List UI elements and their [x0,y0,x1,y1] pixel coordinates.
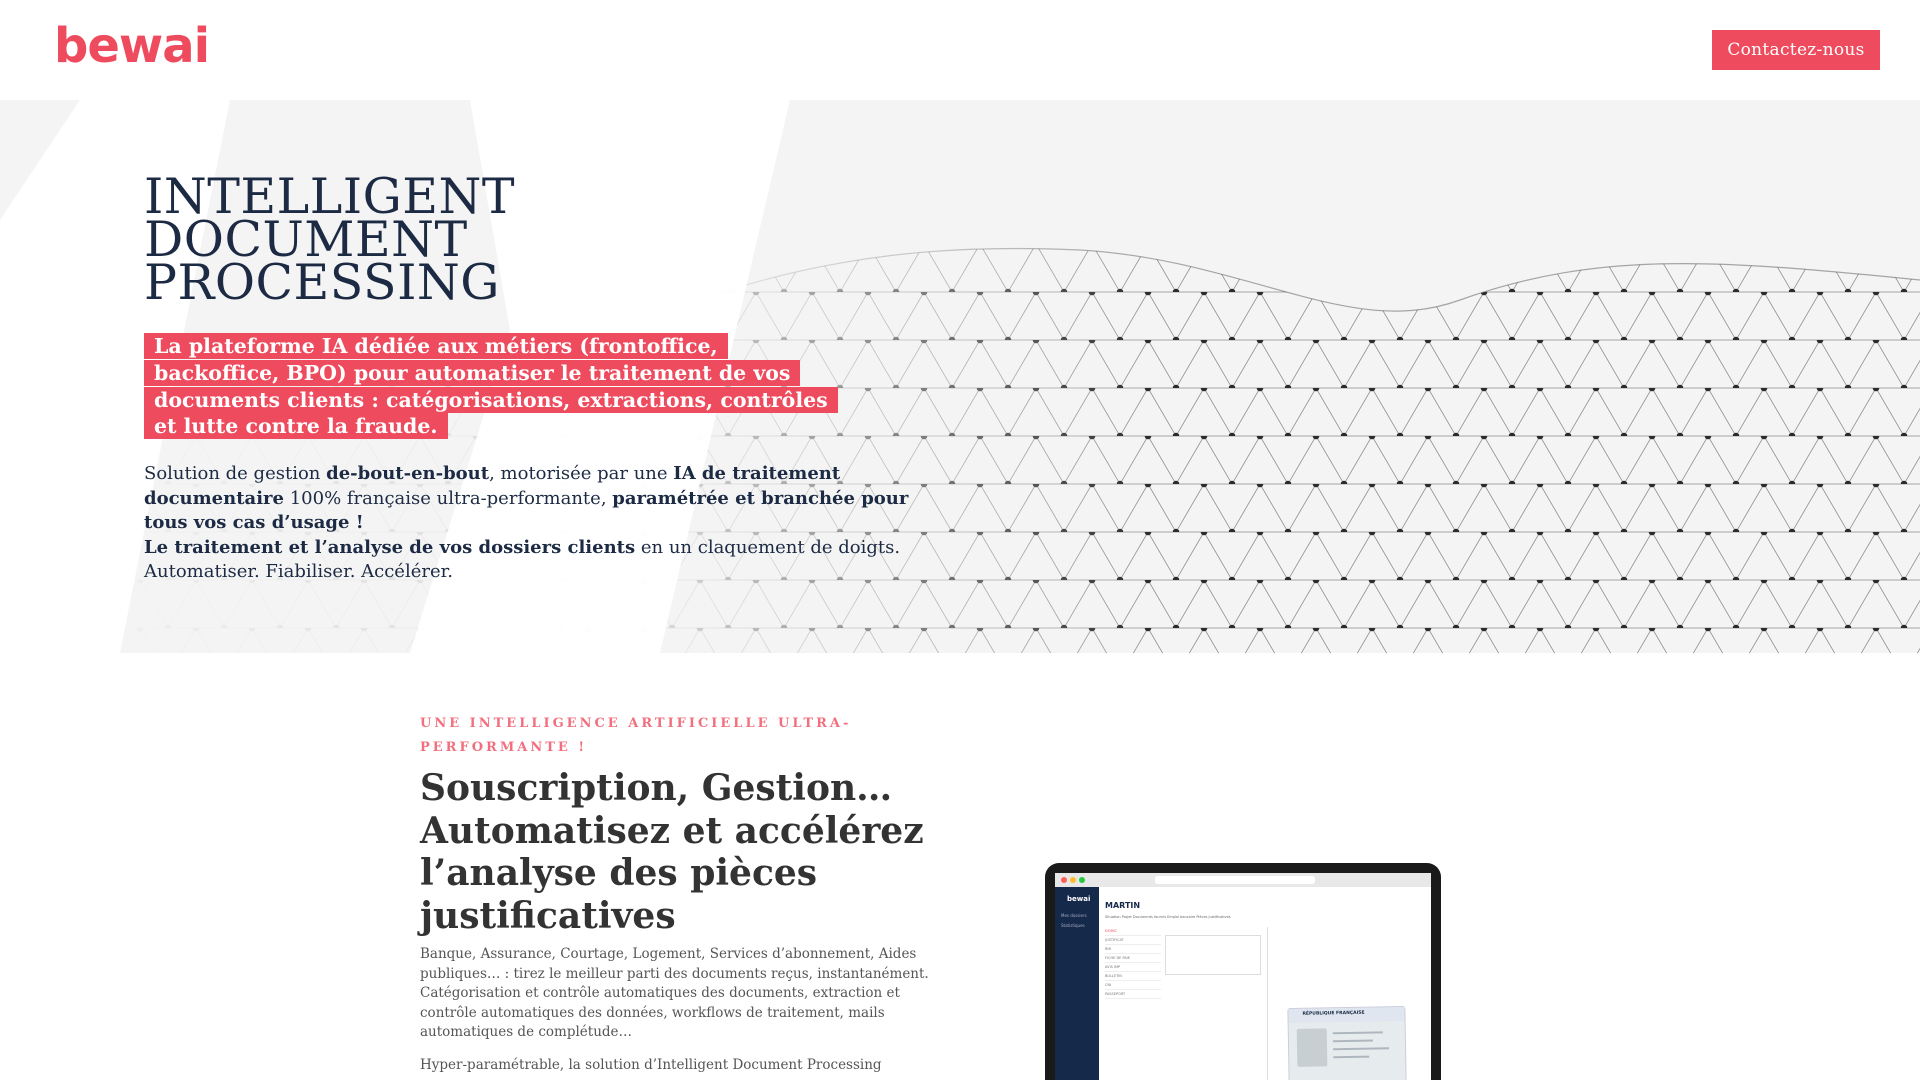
site-header [0,0,1920,100]
list-item: BULLETIN [1105,972,1161,981]
section-body: Banque, Assurance, Courtage, Logement, Services d’abonnement, Aides publiques… : tirez le meilleur parti des documents reçus, instantanément. Catégorisation et contrôle automatiques des documents, extraction et contrôle automatiques des données, workflows de traitement, mails automatiques de complétude… [420,946,929,1040]
browser-url [1155,876,1315,884]
desc-text: , motorisée par une [489,463,674,484]
hero-highlight-text [144,333,844,440]
id-card-image [1287,1006,1406,1080]
desc-text: en un claquement de doigts. Automatiser. Fiabiliser. Accélérer. [144,536,901,582]
section-kicker: UNE INTELLIGENCE ARTIFICIELLE ULTRA-PERFORMANTE ! [420,716,852,755]
hero-title [144,168,516,311]
client-name: MARTIN [1105,901,1141,910]
list-item: FICHE DE PAIE [1105,954,1161,963]
section-title: Souscription, Gestion… Automatisez et accélérez l’analyse des pièces justificatives [420,767,924,937]
browser-bar [1055,873,1431,887]
id-line [1333,1047,1389,1050]
hero-section [0,100,1920,653]
laptop-mockup [1045,863,1441,1080]
app-main [1099,887,1431,1080]
minimize-dot-icon [1070,877,1076,883]
maximize-dot-icon [1079,877,1085,883]
app-side-item: Mes dossiers [1061,913,1087,918]
desc-text: Solution de gestion [144,463,327,484]
list-item: PASSEPORT [1105,990,1161,999]
hero-title-line: DOCUMENT [144,211,468,268]
id-photo [1297,1028,1328,1067]
contact-button[interactable]: Contactez-nous [1712,30,1880,70]
laptop-screen [1055,873,1431,1080]
hero-description [144,462,934,585]
app-tabs: Situation Projet Documents fournis Emploi bancaire Pièces justificatives [1105,915,1231,919]
bewai-logo[interactable]: bewai [54,18,210,74]
desc-bold: paramétrée et branchée pour tous vos cas d’usage ! [144,487,909,533]
hero-highlight-span: La plateforme IA dédiée aux métiers (frontoffice, backoffice, BPO) pour automatiser le traitement de vos documents clients : catégorisations, extractions, contrôles et lutte contre la fraude. [144,333,838,439]
app-sidebar [1055,887,1099,1080]
document-list [1105,927,1161,999]
app-logo: bewai [1067,895,1091,903]
desc-text: 100% française ultra-performante, [283,487,613,509]
desc-bold: IA de traitement documentaire [144,463,841,509]
hero-title-line: INTELLIGENT [144,168,516,225]
list-item: DOMIC [1105,927,1161,936]
list-item: AVIS IMP [1105,963,1161,972]
app-side-item: Statistiques [1061,923,1085,928]
list-item: JUSTIFICAT [1105,936,1161,945]
desc-bold: de-bout-en-bout [326,463,490,484]
desc-bold: Le traitement et l’analyse de vos dossiers clients [144,536,636,558]
app-table [1165,935,1261,975]
id-card-header: RÉPUBLIQUE FRANÇAISE [1302,1010,1365,1017]
list-item: CNI [1105,981,1161,990]
hero-title-line: PROCESSING [144,254,500,311]
id-line [1333,1040,1373,1043]
id-line [1333,1056,1369,1059]
id-line [1333,1031,1383,1034]
section-body-2: Hyper-paramétrable, la solution d’Intelligent Document Processing [420,1057,882,1073]
close-dot-icon [1061,877,1067,883]
list-item: RIB [1105,945,1161,954]
document-preview-panel [1267,927,1427,1080]
